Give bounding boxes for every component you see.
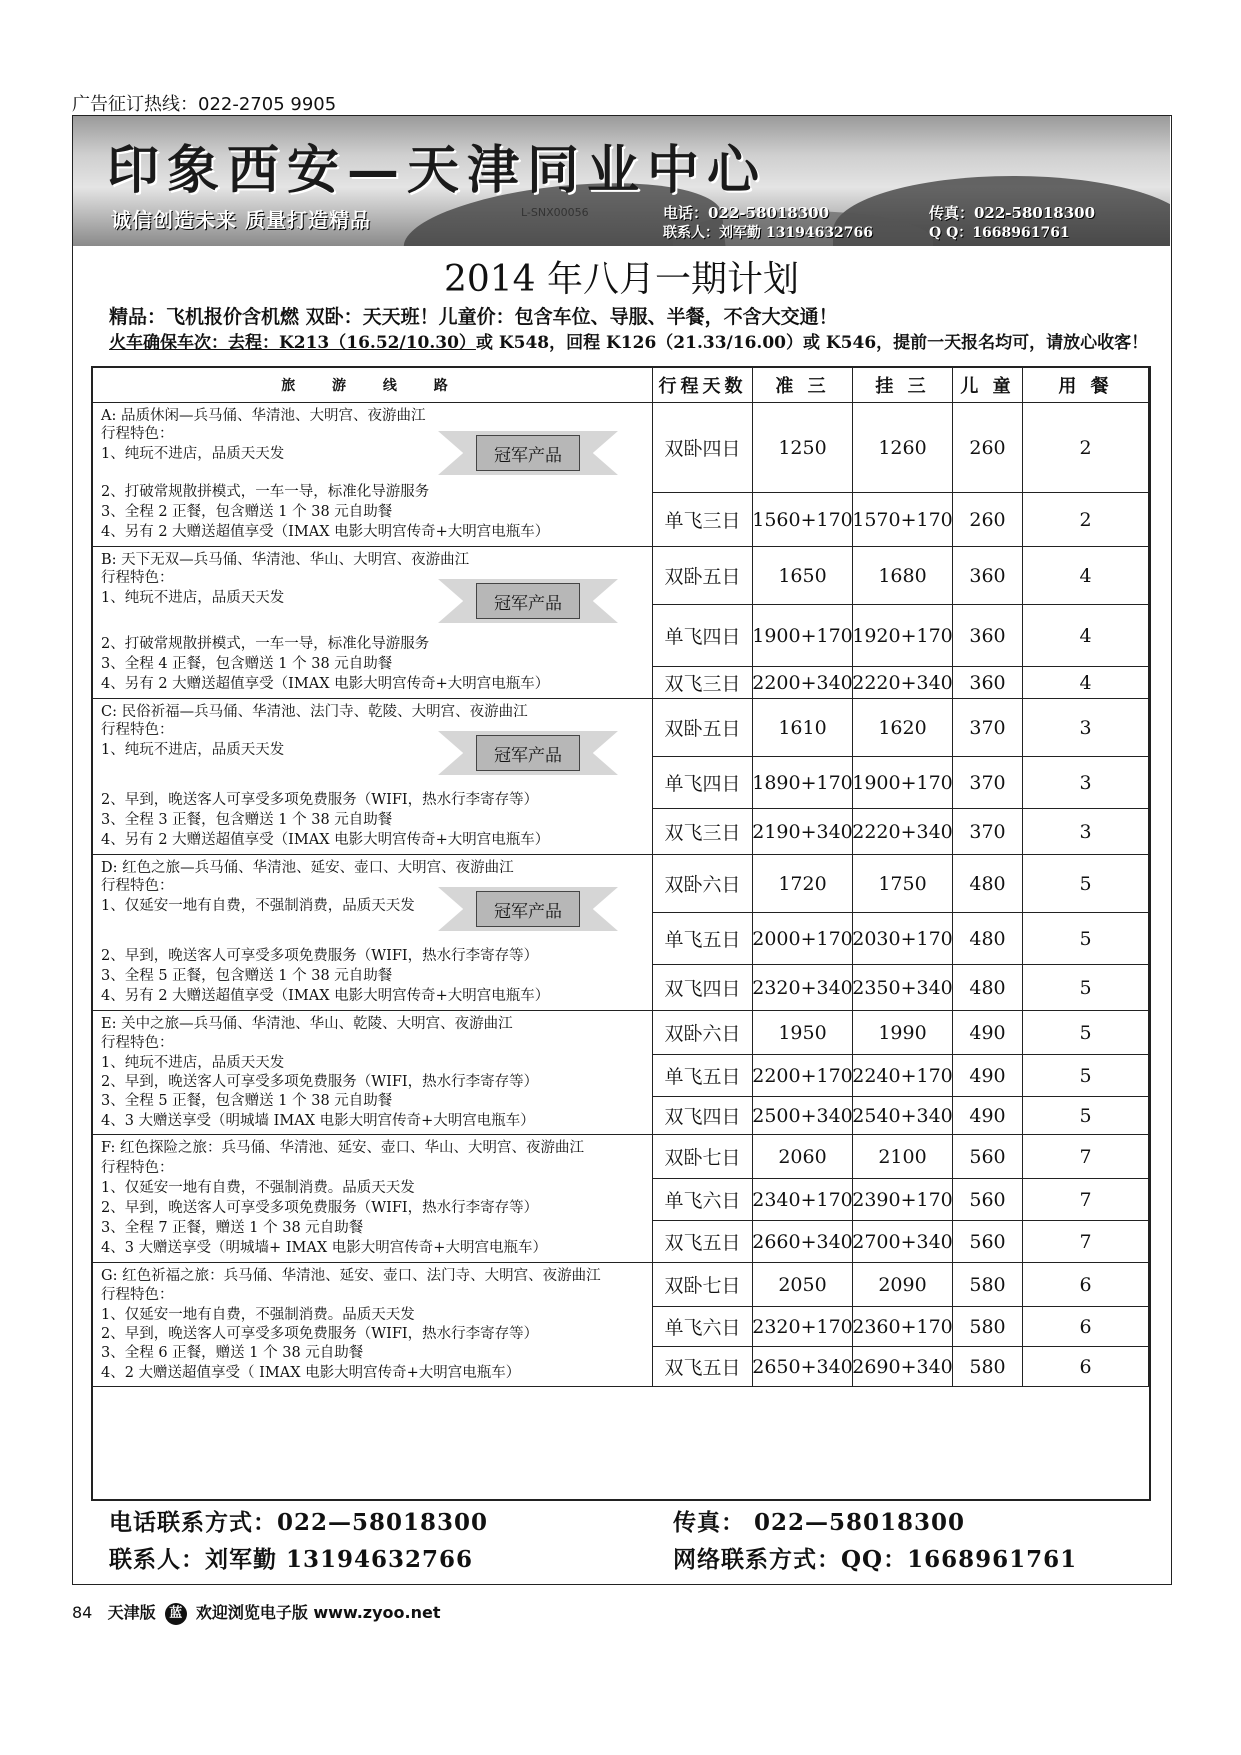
cell-days: 双卧七日 <box>653 1263 753 1307</box>
route-line: 行程特色： <box>101 722 174 738</box>
cell-std: 2050 <box>753 1263 853 1307</box>
cell-meal: 6 <box>1023 1347 1149 1387</box>
cell-meal: 4 <box>1023 547 1149 605</box>
cell-std: 2200+170 <box>753 1055 853 1097</box>
champion-badge <box>438 887 618 931</box>
cell-child: 580 <box>953 1347 1023 1387</box>
cell-std: 2320+340 <box>753 965 853 1011</box>
route-line: 行程特色： <box>101 878 174 894</box>
cell-child: 260 <box>953 493 1023 547</box>
route-line: 2、打破常规散拼模式，一车一导，标准化导游服务 <box>101 636 430 652</box>
cell-meal: 5 <box>1023 913 1149 965</box>
banner-license: L-SNX00056 <box>521 206 589 219</box>
cell-days: 单飞三日 <box>653 493 753 547</box>
route-line: 4、3 大赠送享受（明城墙 IMAX 电影大明宫传奇+大明宫电瓶车） <box>101 1112 535 1129</box>
cell-child: 360 <box>953 605 1023 667</box>
cell-std: 2500+340 <box>753 1097 853 1135</box>
cell-days: 双飞四日 <box>653 965 753 1011</box>
cell-std: 2200+340 <box>753 667 853 699</box>
cell-upg: 1920+170 <box>853 605 953 667</box>
cell-std: 1650 <box>753 547 853 605</box>
route-line: 2、早到，晚送客人可享受多项免费服务（WIFI，热水行李寄存等） <box>101 792 539 808</box>
footer-fax: 传真： 022—58018300 <box>673 1509 966 1536</box>
cell-meal: 7 <box>1023 1221 1149 1263</box>
cell-days: 单飞四日 <box>653 757 753 809</box>
badge-label: 冠军产品 <box>476 583 580 619</box>
route-block <box>93 1011 653 1135</box>
cell-std: 1560+170 <box>753 493 853 547</box>
route-block <box>93 403 653 547</box>
cell-meal: 4 <box>1023 605 1149 667</box>
banner-contact: 联系人：刘军勤 13194632766 <box>663 225 874 241</box>
notes-label-1: 精品： <box>109 306 167 328</box>
header-child: 儿 童 <box>953 368 1023 403</box>
route-line: 4、3 大赠送享受（明城墙+ IMAX 电影大明宫传奇+大明宫电瓶车） <box>101 1240 547 1256</box>
route-line: C: 民俗祈福—兵马俑、华清池、法门寺、乾陵、大明宫、夜游曲江 <box>101 704 528 720</box>
footer-site-text: 欢迎浏览电子版 www.zyoo.net <box>195 1603 441 1622</box>
notes-text-1: 飞机报价含机燃 双卧：天天班！儿童价：包含车位、导服、半餐，不含大交通！ <box>166 306 838 328</box>
route-line: D: 红色之旅—兵马俑、华清池、延安、壶口、大明宫、夜游曲江 <box>101 860 514 876</box>
footer-qq: 网络联系方式：QQ：1668961761 <box>673 1546 1078 1573</box>
cell-std: 1250 <box>753 403 853 493</box>
cell-std: 2320+170 <box>753 1307 853 1347</box>
header-meal: 用 餐 <box>1023 368 1149 403</box>
notes-text-2: 或 K548，回程 K126（21.33/16.00）或 K546，提前一天报名均可，请放心收客！ <box>475 333 1149 353</box>
cell-upg: 1900+170 <box>853 757 953 809</box>
cell-std: 1720 <box>753 855 853 913</box>
cell-upg: 1750 <box>853 855 953 913</box>
cell-days: 双卧六日 <box>653 1011 753 1055</box>
route-line: 行程特色： <box>101 570 174 586</box>
cell-std: 2060 <box>753 1135 853 1179</box>
header-upg: 挂 三 <box>853 368 953 403</box>
champion-badge <box>438 431 618 475</box>
route-line: 2、打破常规散拼模式，一车一导，标准化导游服务 <box>101 484 430 500</box>
cell-std: 1610 <box>753 699 853 757</box>
cell-upg: 2700+340 <box>853 1221 953 1263</box>
plan-title: 2014 年八月一期计划 <box>443 259 800 300</box>
cell-std: 1900+170 <box>753 605 853 667</box>
route-block <box>93 699 653 855</box>
cell-std: 2660+340 <box>753 1221 853 1263</box>
cell-std: 2650+340 <box>753 1347 853 1387</box>
route-line: 行程特色： <box>101 1160 174 1176</box>
banner-slogan: 诚信创造未来 质量打造精品 <box>111 208 371 232</box>
cell-std: 2340+170 <box>753 1179 853 1221</box>
route-line: A: 品质休闲—兵马俑、华清池、大明宫、夜游曲江 <box>101 408 426 424</box>
cell-days: 单飞五日 <box>653 1055 753 1097</box>
cell-days: 双卧四日 <box>653 403 753 493</box>
cell-child: 260 <box>953 403 1023 493</box>
badge-label: 冠军产品 <box>476 435 580 471</box>
header-std: 准 三 <box>753 368 853 403</box>
cell-meal: 5 <box>1023 1097 1149 1135</box>
logo-circle-icon: 蓝 <box>165 1603 187 1625</box>
cell-days: 双飞四日 <box>653 1097 753 1135</box>
route-line: 4、另有 2 大赠送超值享受（IMAX 电影大明宫传奇+大明宫电瓶车） <box>101 676 550 692</box>
notes <box>109 304 1148 356</box>
cell-child: 490 <box>953 1097 1023 1135</box>
cell-upg: 2090 <box>853 1263 953 1307</box>
notes-label-2: 火车确保车次：去程：K213（16.52/10.30） <box>109 333 476 353</box>
route-line: B: 天下无双—兵马俑、华清池、华山、大明宫、夜游曲江 <box>101 552 470 568</box>
cell-child: 560 <box>953 1179 1023 1221</box>
cell-meal: 2 <box>1023 493 1149 547</box>
cell-days: 双卧五日 <box>653 699 753 757</box>
route-line: 1、仅延安一地有自费，不强制消费。品质天天发 <box>101 1180 415 1196</box>
cell-days: 双飞五日 <box>653 1347 753 1387</box>
route-line: 3、全程 3 正餐，包含赠送 1 个 38 元自助餐 <box>101 812 393 828</box>
champion-badge <box>438 731 618 775</box>
banner-title: 印象西安—天津同业中心 <box>107 140 768 201</box>
cell-std: 1890+170 <box>753 757 853 809</box>
cell-child: 370 <box>953 757 1023 809</box>
route-line: 行程特色： <box>101 1287 174 1304</box>
route-block <box>93 855 653 1011</box>
ad-hotline: 广告征订热线：022-2705 9905 <box>72 94 337 115</box>
cell-upg: 1990 <box>853 1011 953 1055</box>
cell-upg: 2690+340 <box>853 1347 953 1387</box>
cell-child: 580 <box>953 1263 1023 1307</box>
cell-days: 双卧五日 <box>653 547 753 605</box>
cell-upg: 1680 <box>853 547 953 605</box>
route-line: F: 红色探险之旅：兵马俑、华清池、延安、壶口、华山、大明宫、夜游曲江 <box>101 1140 585 1156</box>
banner-qq: Q Q：1668961761 <box>929 225 1070 241</box>
cell-std: 2000+170 <box>753 913 853 965</box>
cell-days: 双飞三日 <box>653 667 753 699</box>
cell-std: 1950 <box>753 1011 853 1055</box>
cell-upg: 2540+340 <box>853 1097 953 1135</box>
cell-upg: 1260 <box>853 403 953 493</box>
route-line: 3、全程 5 正餐，包含赠送 1 个 38 元自助餐 <box>101 968 393 984</box>
price-table <box>91 366 1151 1501</box>
route-line: 2、早到，晚送客人可享受多项免费服务（WIFI，热水行李寄存等） <box>101 948 539 964</box>
route-line: 4、另有 2 大赠送超值享受（IMAX 电影大明宫传奇+大明宫电瓶车） <box>101 524 550 540</box>
cell-meal: 6 <box>1023 1307 1149 1347</box>
route-line: 4、另有 2 大赠送超值享受（IMAX 电影大明宫传奇+大明宫电瓶车） <box>101 988 550 1004</box>
cell-meal: 5 <box>1023 855 1149 913</box>
cell-days: 双飞五日 <box>653 1221 753 1263</box>
cell-days: 单飞六日 <box>653 1179 753 1221</box>
route-line: 3、全程 6 正餐，赠送 1 个 38 元自助餐 <box>101 1345 364 1362</box>
cell-child: 490 <box>953 1011 1023 1055</box>
cell-child: 360 <box>953 547 1023 605</box>
cell-meal: 3 <box>1023 699 1149 757</box>
route-line: 3、全程 7 正餐，赠送 1 个 38 元自助餐 <box>101 1220 364 1236</box>
route-line: G: 红色祈福之旅：兵马俑、华清池、延安、壶口、法门寺、大明宫、夜游曲江 <box>101 1268 601 1284</box>
cell-meal: 7 <box>1023 1135 1149 1179</box>
cell-child: 490 <box>953 1055 1023 1097</box>
cell-upg: 2240+170 <box>853 1055 953 1097</box>
route-line: 3、全程 2 正餐，包含赠送 1 个 38 元自助餐 <box>101 504 393 520</box>
cell-upg: 2220+340 <box>853 809 953 855</box>
cell-upg: 2360+170 <box>853 1307 953 1347</box>
route-line: 4、2 大赠送超值享受（ IMAX 电影大明宫传奇+大明宫电瓶车） <box>101 1364 521 1381</box>
route-line: 2、早到，晚送客人可享受多项免费服务（WIFI，热水行李寄存等） <box>101 1200 539 1216</box>
header-days: 行程天数 <box>653 368 753 403</box>
route-line: 4、另有 2 大赠送超值享受（IMAX 电影大明宫传奇+大明宫电瓶车） <box>101 832 550 848</box>
banner <box>73 116 1170 246</box>
cell-child: 360 <box>953 667 1023 699</box>
cell-child: 560 <box>953 1135 1023 1179</box>
cell-meal: 5 <box>1023 1055 1149 1097</box>
cell-upg: 1620 <box>853 699 953 757</box>
cell-upg: 2100 <box>853 1135 953 1179</box>
champion-badge <box>438 579 618 623</box>
cell-child: 480 <box>953 855 1023 913</box>
cell-child: 580 <box>953 1307 1023 1347</box>
footer-phone: 电话联系方式：022—58018300 <box>109 1509 489 1536</box>
route-line: 2、早到，晚送客人可享受多项免费服务（WIFI，热水行李寄存等） <box>101 1074 539 1090</box>
cell-upg: 2390+170 <box>853 1179 953 1221</box>
route-line: 行程特色： <box>101 426 174 442</box>
cell-child: 370 <box>953 699 1023 757</box>
footer-contact: 联系人：刘军勤 13194632766 <box>109 1546 474 1573</box>
header-route: 旅 游 线 路 <box>93 368 653 403</box>
route-line: 2、早到，晚送客人可享受多项免费服务（WIFI，热水行李寄存等） <box>101 1326 539 1342</box>
edition-label: 天津版 <box>107 1603 156 1622</box>
cell-child: 560 <box>953 1221 1023 1263</box>
route-line: 1、纯玩不进店，品质天天发 <box>101 742 285 758</box>
route-line: 1、纯玩不进店，品质天天发 <box>101 1054 285 1071</box>
cell-meal: 4 <box>1023 667 1149 699</box>
cell-meal: 3 <box>1023 757 1149 809</box>
cell-child: 480 <box>953 913 1023 965</box>
cell-upg: 2220+340 <box>853 667 953 699</box>
cell-days: 双飞三日 <box>653 809 753 855</box>
cell-upg: 2350+340 <box>853 965 953 1011</box>
cell-meal: 5 <box>1023 965 1149 1011</box>
route-line: E: 关中之旅—兵马俑、华清池、华山、乾陵、大明宫、夜游曲江 <box>101 1016 513 1032</box>
route-line: 3、全程 5 正餐，包含赠送 1 个 38 元自助餐 <box>101 1093 393 1110</box>
route-line: 1、纯玩不进店，品质天天发 <box>101 590 285 606</box>
route-line: 行程特色： <box>101 1035 174 1052</box>
route-block <box>93 1263 653 1387</box>
banner-fax: 传真：022-58018300 <box>929 204 1096 222</box>
cell-days: 单飞四日 <box>653 605 753 667</box>
route-line: 1、纯玩不进店，品质天天发 <box>101 446 285 462</box>
cell-child: 480 <box>953 965 1023 1011</box>
cell-meal: 6 <box>1023 1263 1149 1307</box>
banner-tel: 电话：022-58018300 <box>663 204 830 222</box>
badge-label: 冠军产品 <box>476 891 580 927</box>
page-frame <box>72 115 1172 1585</box>
page-footer <box>72 1600 441 1625</box>
cell-days: 双卧七日 <box>653 1135 753 1179</box>
route-line: 1、仅延安一地有自费，不强制消费，品质天天发 <box>101 898 415 914</box>
cell-days: 双卧六日 <box>653 855 753 913</box>
cell-days: 单飞五日 <box>653 913 753 965</box>
route-block <box>93 1135 653 1263</box>
route-line: 3、全程 4 正餐，包含赠送 1 个 38 元自助餐 <box>101 656 393 672</box>
cell-child: 370 <box>953 809 1023 855</box>
cell-meal: 7 <box>1023 1179 1149 1221</box>
cell-meal: 3 <box>1023 809 1149 855</box>
cell-upg: 2030+170 <box>853 913 953 965</box>
page-number: 84 <box>72 1603 93 1622</box>
cell-std: 2190+340 <box>753 809 853 855</box>
cell-meal: 5 <box>1023 1011 1149 1055</box>
route-block <box>93 547 653 699</box>
cell-days: 单飞六日 <box>653 1307 753 1347</box>
cell-meal: 2 <box>1023 403 1149 493</box>
route-line: 1、仅延安一地有自费，不强制消费。品质天天发 <box>101 1306 415 1323</box>
cell-upg: 1570+170 <box>853 493 953 547</box>
badge-label: 冠军产品 <box>476 735 580 771</box>
